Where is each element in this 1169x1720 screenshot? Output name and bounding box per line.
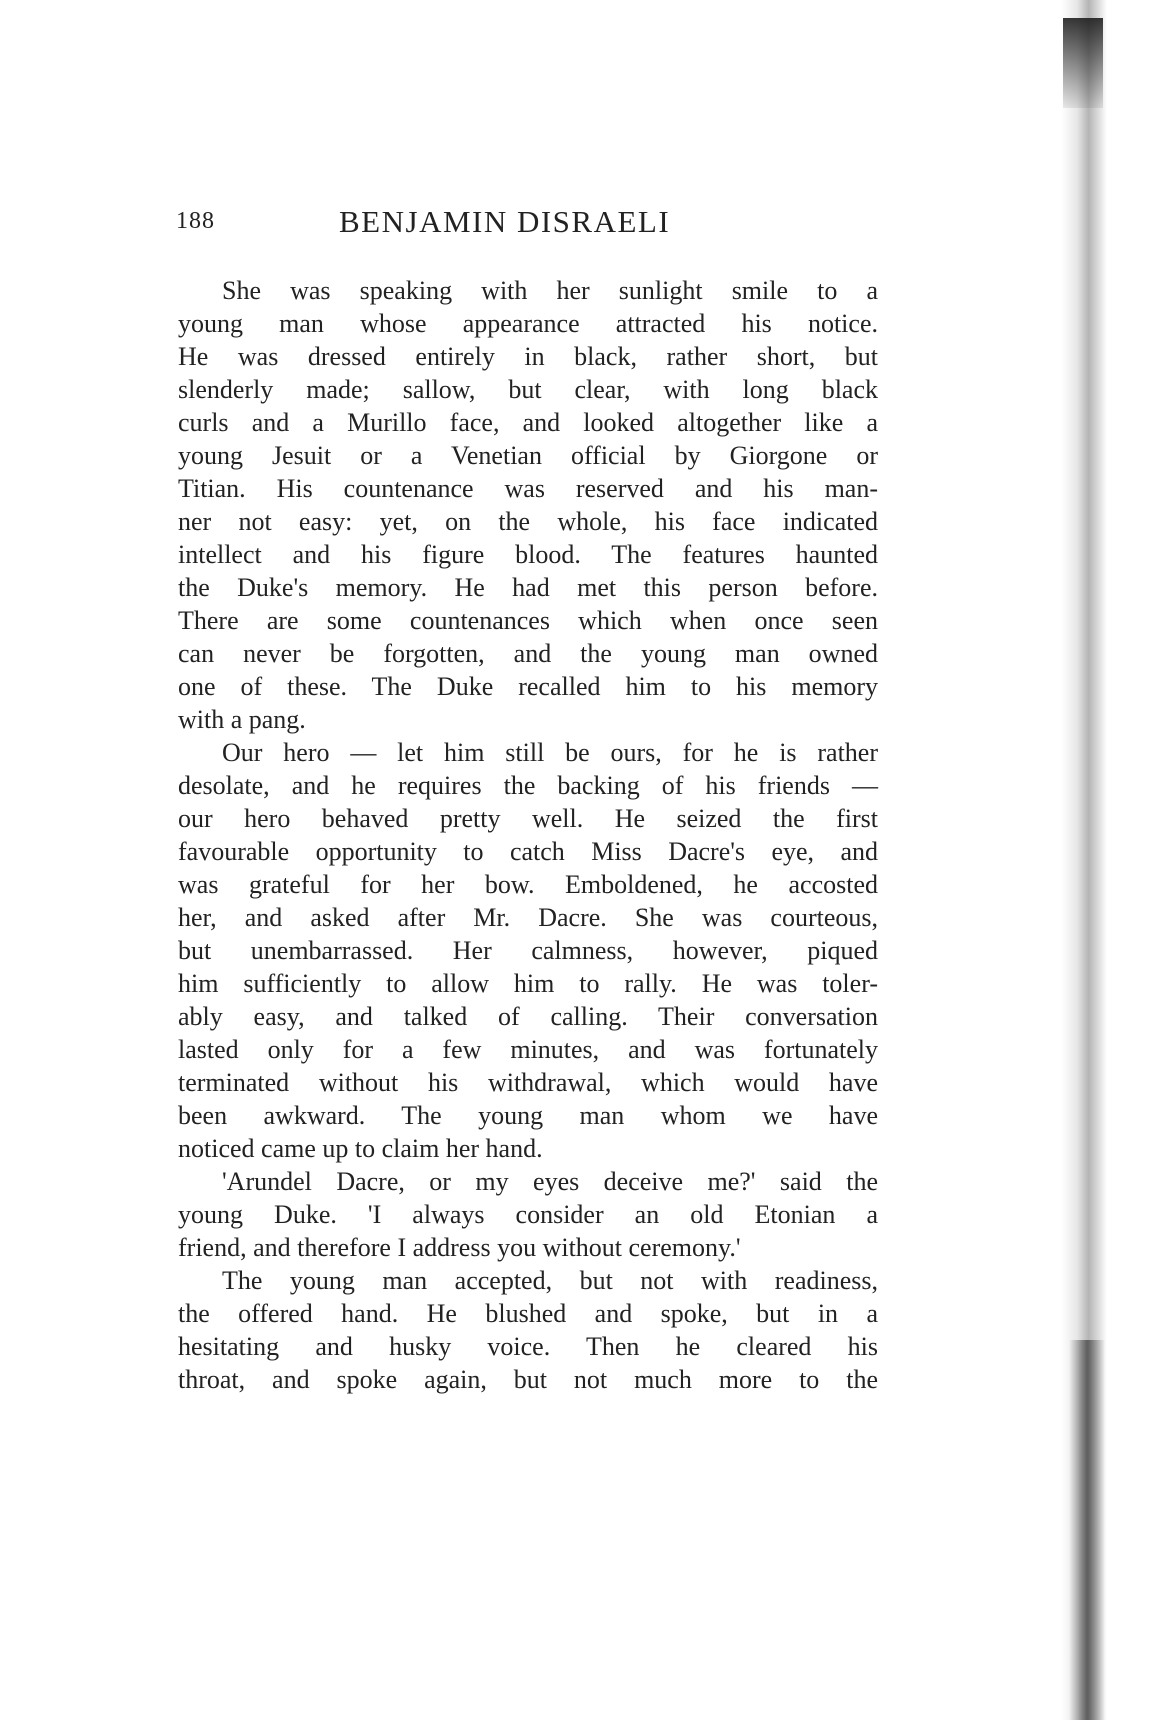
text-line: He was dressed entirely in black, rather short, but: [178, 342, 878, 371]
text-line: the offered hand. He blushed and spoke, but in a: [178, 1299, 878, 1328]
text-line: can never be forgotten, and the young man owned: [178, 639, 878, 668]
text-line: one of these. The Duke recalled him to his memory: [178, 672, 878, 701]
text-line: favourable opportunity to catch Miss Dacre's eye, and: [178, 837, 878, 866]
text-line: ner not easy: yet, on the whole, his face indicated: [178, 507, 878, 536]
text-line: young Jesuit or a Venetian official by Giorgone or: [178, 441, 878, 470]
running-title: BENJAMIN DISRAELI: [339, 204, 671, 239]
text-line: him sufficiently to allow him to rally. He was toler-: [178, 969, 878, 998]
text-line: with a pang.: [178, 705, 306, 734]
text-line: ably easy, and talked of calling. Their conversation: [178, 1002, 878, 1031]
text-line: terminated without his withdrawal, which would have: [178, 1068, 878, 1097]
text-line: her, and asked after Mr. Dacre. She was courteous,: [178, 903, 878, 932]
text-line: our hero behaved pretty well. He seized the first: [178, 804, 878, 833]
text-line: Titian. His countenance was reserved and his man-: [178, 474, 878, 503]
text-line: but unembarrassed. Her calmness, however, piqued: [178, 936, 878, 965]
text-line: She was speaking with her sunlight smile to a: [222, 276, 878, 305]
body-text: [178, 274, 878, 1396]
text-line: The young man accepted, but not with readiness,: [222, 1266, 878, 1295]
text-line: young man whose appearance attracted his notice.: [178, 309, 878, 338]
text-line: been awkward. The young man whom we have: [178, 1101, 878, 1130]
text-line: 'Arundel Dacre, or my eyes deceive me?' said the: [222, 1167, 878, 1196]
text-line: noticed came up to claim her hand.: [178, 1134, 543, 1163]
text-line: curls and a Murillo face, and looked altogether like a: [178, 408, 878, 437]
text-line: friend, and therefore I address you without ceremony.': [178, 1233, 741, 1262]
text-line: the Duke's memory. He had met this person before.: [178, 573, 878, 602]
text-line: Our hero — let him still be ours, for he is rather: [222, 738, 878, 767]
text-line: young Duke. 'I always consider an old Etonian a: [178, 1200, 878, 1229]
text-line: There are some countenances which when once seen: [178, 606, 878, 635]
page-binding-top-mark: [1063, 18, 1103, 108]
page-header: [176, 204, 880, 248]
text-line: was grateful for her bow. Emboldened, he accosted: [178, 870, 878, 899]
text-line: throat, and spoke again, but not much more to the: [178, 1365, 878, 1394]
text-line: lasted only for a few minutes, and was fortunately: [178, 1035, 878, 1064]
page-binding-bottom-shadow: [1069, 1340, 1105, 1720]
text-line: hesitating and husky voice. Then he cleared his: [178, 1332, 878, 1361]
text-line: desolate, and he requires the backing of his friends —: [178, 771, 878, 800]
text-line: slenderly made; sallow, but clear, with long black: [178, 375, 878, 404]
page-number: 188: [176, 208, 215, 234]
text-line: intellect and his figure blood. The features haunted: [178, 540, 878, 569]
